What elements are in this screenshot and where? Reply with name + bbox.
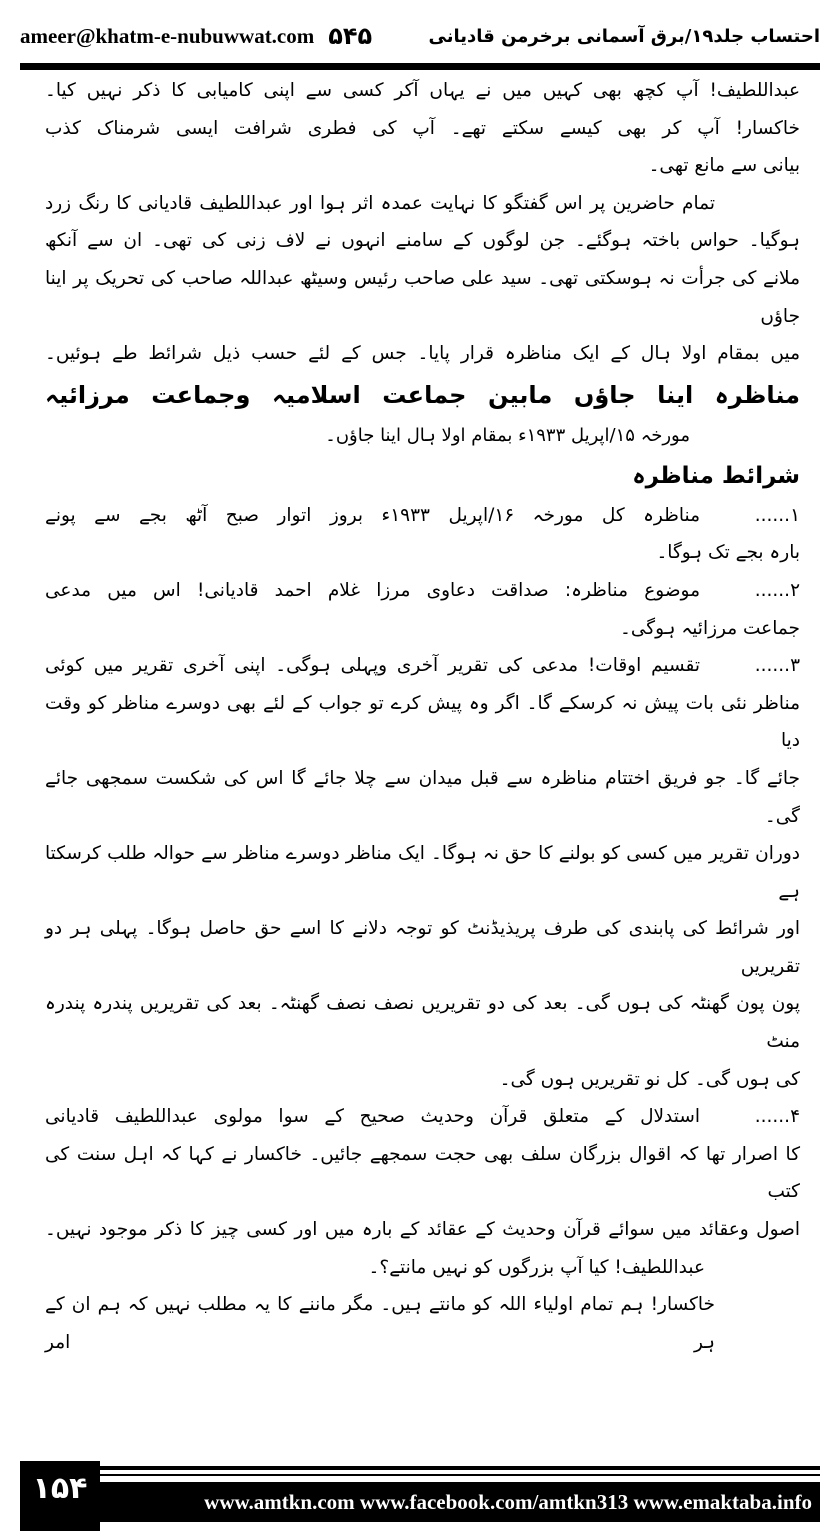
text-line: عبداللطیف! آپ کچھ بھی کہیں میں نے یہاں آکر کسی سے اپنی کامیابی کا ذکر نہیں کیا۔ <box>45 80 800 101</box>
condition-item-2 <box>45 572 800 610</box>
header-page-number: ۵۴۵ <box>328 22 373 50</box>
text-line: خاکسار! آپ کر بھی کیسے سکتے تھے۔ آپ کی فطری شرافت ایسی شرمناک کذب <box>45 117 800 139</box>
text-line: پون پون گھنٹہ کی ہوں گی۔ بعد کی دو تقریریں نصف نصف گھنٹہ۔ بعد کی تقریریں پندرہ پندرہ منٹ <box>45 993 800 1053</box>
text-line: عبداللطیف! کیا آپ بزرگوں کو نہیں مانتے؟۔ <box>368 1256 705 1278</box>
item-text: تقسیم اوقات! مدعی کی تقریر آخری وپہلی ہوگی۔ اپنی آخری تقریر میں کوئی <box>45 655 700 677</box>
section-title: شرائط مناظرہ <box>632 462 800 489</box>
item-text: موضوع مناظرہ: صداقت دعاوی مرزا غلام احمد قادیانی! اس میں مدعی <box>45 579 700 601</box>
debate-heading: مناظرہ اینا جاؤں مابین جماعت اسلامیہ وجماعت مرزائیہ <box>45 380 800 409</box>
condition-item-4 <box>45 1098 800 1136</box>
item-number: ۴...... <box>754 1106 800 1128</box>
text-line: تمام حاضرین پر اس گفتگو کا نہایت عمدہ اثر ہوا اور عبداللطیف قادیانی کا رنگ زرد <box>45 192 715 214</box>
item-text: استدلال کے متعلق قرآن وحدیث صحیح کے سوا مولوی عبداللطیف قادیانی <box>45 1106 700 1128</box>
text-line: ملانے کی جرأت نہ ہوسکتی تھی۔ سید علی صاحب رئیس وسیٹھ عبداللہ صاحب کی تحریک پر اینا جاؤں <box>45 267 800 327</box>
text-line: دوران تقریر میں کسی کو بولنے کا حق نہ ہوگا۔ ایک مناظر دوسرے مناظر سے حوالہ طلب کرسکتا ہے <box>45 843 800 902</box>
item-number: ۱...... <box>754 504 800 526</box>
page-body <box>45 72 800 1361</box>
header-email: ameer@khatm-e-nubuwwat.com <box>20 23 315 48</box>
text-line: کا اصرار تھا کہ اقوال بزرگان سلف بھی حجت سمجھے جائیں۔ خاکسار نے کہا کہ اہل سنت کی کتب <box>45 1143 800 1203</box>
text-line: اور شرائط کی پابندی کی طرف پریذیڈنٹ کو توجہ دلانے کا اسے حق حاصل ہوگا۔ پہلی ہر دو تقریریں <box>45 918 800 977</box>
footer-rule <box>100 1474 820 1476</box>
date-line: مورخہ ۱۵/اپریل ۱۹۳۳ء بمقام اولا ہال اینا جاؤں۔ <box>325 424 690 446</box>
item-number: ۳...... <box>754 655 800 677</box>
header-rule <box>20 63 820 70</box>
footer-rule <box>100 1466 820 1470</box>
condition-item-1 <box>45 497 800 535</box>
text-line: اصول وعقائد میں سوائے قرآن وحدیث کے عقائد کے بارہ میں اور کسی چیز کا ذکر موجود نہیں۔ <box>45 1219 800 1241</box>
text-line: جائے گا۔ جو فریق اختتام مناظرہ سے قبل میدان سے چلا جائے گا اس کی شکست سمجھی جائے گی۔ <box>45 767 800 827</box>
text-line: بیانی سے مانع تھی۔ <box>648 155 800 177</box>
condition-item-3 <box>45 647 800 685</box>
item-text: مناظرہ کل مورخہ ۱۶/اپریل ۱۹۳۳ء بروز اتوار صبح آٹھ بجے سے پونے <box>45 504 700 526</box>
footer-page-number: ۱۵۴ <box>20 1461 100 1531</box>
page-header <box>20 14 820 58</box>
text-line: ہوگیا۔ حواس باختہ ہوگئے۔ جن لوگوں کے سامنے انہوں نے لاف زنی کی تھی۔ ان سے آنکھ <box>45 230 800 252</box>
text-line: مناظر نئی بات پیش نہ کرسکے گا۔ اگر وہ پیش کرے تو جواب کے لئے بھی دوسرے مناظر کو وقت دیا <box>45 692 800 752</box>
footer-links: www.amtkn.com www.facebook.com/amtkn313 www.emaktaba.info <box>100 1482 820 1522</box>
text-line: میں بمقام اولا ہال کے ایک مناظرہ قرار پایا۔ جس کے لئے حسب ذیل شرائط طے ہوئیں۔ <box>45 343 800 365</box>
text-line: خاکسار! ہم تمام اولیاء اللہ کو مانتے ہیں۔ مگر ماننے کا یہ مطلب نہیں کہ ہم ان کے ہر امر <box>45 1294 715 1353</box>
text-line: کی ہوں گی۔ کل نو تقریریں ہوں گی۔ <box>499 1068 800 1090</box>
text-line: بارہ بجے تک ہوگا۔ <box>656 542 800 564</box>
header-title: احتساب جلد۱۹/برق آسمانی برخرمن قادیانی <box>428 25 820 47</box>
text-line: جماعت مرزائیہ ہوگی۔ <box>620 617 800 639</box>
item-number: ۲...... <box>754 579 800 601</box>
